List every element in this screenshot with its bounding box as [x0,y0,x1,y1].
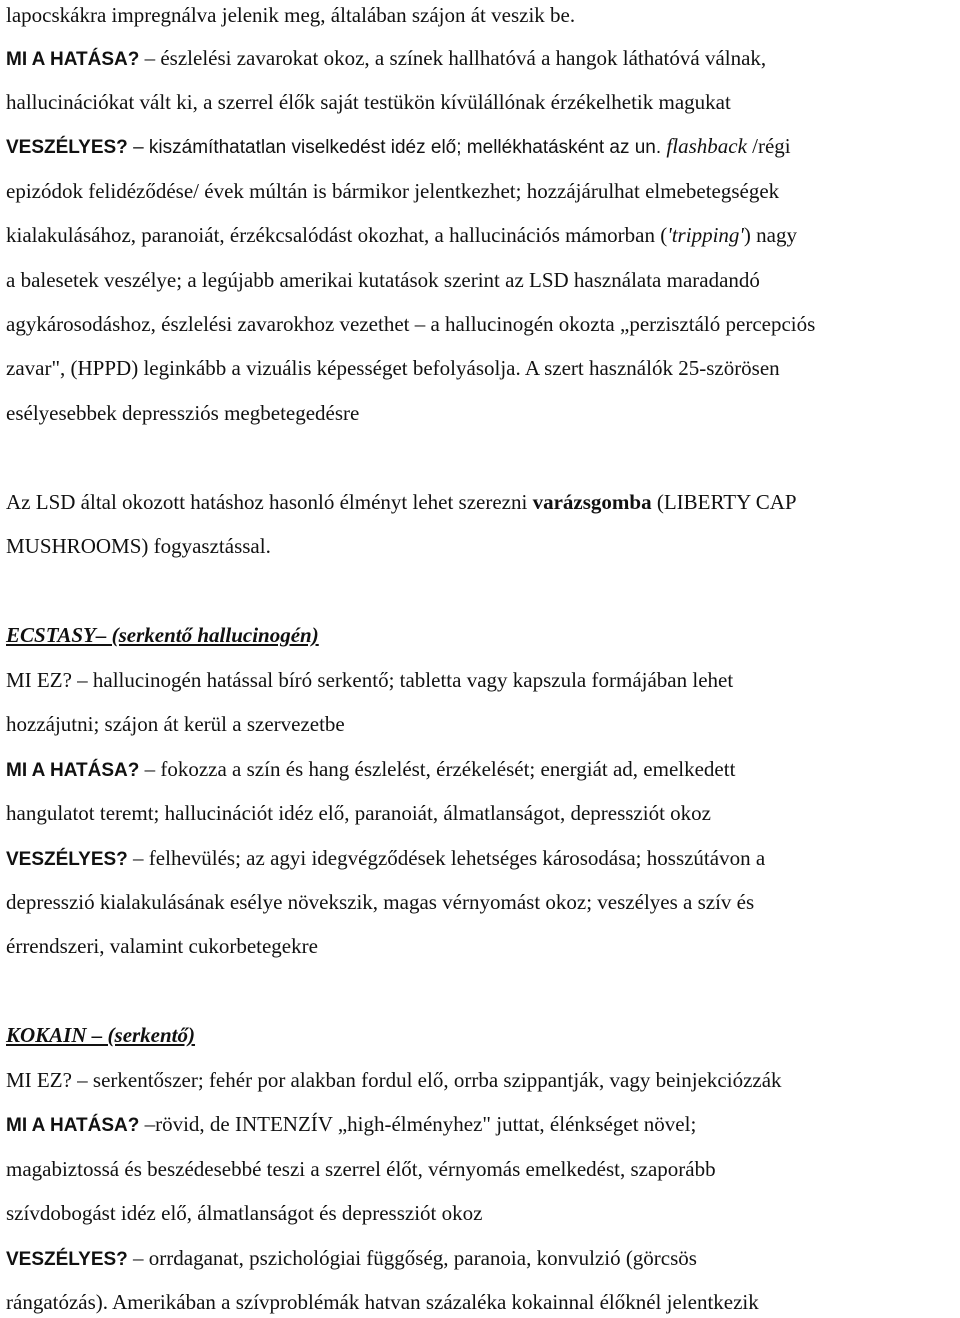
text-line [6,45,960,71]
text-segment: kialakulásához, paranoiát, érzékcsalódást okozhat, a hallucinációs mámorban ( [6,223,668,247]
text-segment: rángatózás). Amerikában a szívproblémák hatvan százaléka kokainnal élőknél jelentkezik [6,1290,759,1314]
text-line [6,489,960,515]
text-segment: hozzájutni; szájon át kerül a szervezetbe [6,712,345,736]
text-segment: lapocskákra impregnálva jelenik meg, általában szájon át veszik be. [6,3,576,27]
text-segment: agykárosodáshoz, észlelési zavarokhoz vezethet – a hallucinogén okozta „perzisztáló percepciós [6,312,816,336]
text-line [6,355,960,381]
text-line [6,1067,960,1093]
text-segment: depresszió kialakulásának esélye növekszik, magas vérnyomást okoz; veszélyes a szív és [6,890,755,914]
text-line [6,800,960,826]
text-segment: /régi [746,134,791,158]
text-line [6,756,960,782]
text-segment: szívdobogást idéz elő, álmatlanságot és depressziót okoz [6,1201,483,1225]
text-segment: hangulatot teremt; hallucinációt idéz elő, paranoiát, álmatlanságot, depressziót okoz [6,801,711,825]
text-line [6,1289,960,1315]
text-line [6,1245,960,1271]
text-line [6,400,960,426]
text-line [6,1111,960,1137]
text-line [6,1156,960,1182]
text-line [6,178,960,204]
heading-text: ECSTASY– (serkentő hallucinogén) [6,623,319,647]
text-line [6,845,960,871]
text-segment: – hallucinogén hatással bíró serkentő; tabletta vagy kapszula formájában lehet [71,668,734,692]
text-segment: (LIBERTY CAP [651,490,797,514]
bold-term: varázsgomba [532,490,652,514]
text-segment: –rövid, de INTENZÍV „high-élményhez" juttat, élénkséget növel; [139,1112,697,1136]
text-segment: – felhevülés; az agyi idegvégződések lehetséges károsodása; hosszútávon a [127,846,766,870]
question-label: MI A HATÁSA? [6,760,140,781]
text-segment: zavar", (HPPD) leginkább a vizuális képességet befolyásolja. A szert használók 25-szörösen [6,356,780,380]
text-line [6,2,960,28]
text-line [6,667,960,693]
text-segment: magabiztossá és beszédesebbé teszi a szerrel élőt, vérnyomás emelkedést, szaporább [6,1157,716,1181]
heading-text: KOKAIN – (serkentő) [6,1023,196,1047]
question-label: MI A HATÁSA? [6,49,140,70]
question-label: VESZÉLYES? [6,849,128,870]
question-label: MI A HATÁSA? [6,1115,140,1136]
text-segment: esélyesebbek depressziós megbetegedésre [6,401,360,425]
text-segment: MUSHROOMS) fogyasztással. [6,534,271,558]
text-segment: – észlelési zavarokat okoz, a színek hallhatóvá a hangok láthatóvá válnak, [139,46,767,70]
text-segment: érrendszeri, valamint cukorbetegekre [6,934,318,958]
text-line [6,267,960,293]
question-label: MI EZ? [6,1068,72,1092]
text-segment: Az LSD által okozott hatáshoz hasonló élményt lehet szerezni [6,490,533,514]
text-line [6,533,960,559]
question-label: MI EZ? [6,668,72,692]
text-segment: – kiszámíthatatlan viselkedést idéz elő; mellékhatásként az un. [127,137,667,158]
text-segment-italic: 'tripping' [667,223,744,247]
text-segment-italic: flashback [666,134,747,158]
question-label: VESZÉLYES? [6,137,128,158]
text-segment: – fokozza a szín és hang észlelést, érzékelését; energiát ad, emelkedett [139,757,736,781]
text-segment: a balesetek veszélye; a legújabb amerikai kutatások szerint az LSD használata maradandó [6,268,760,292]
text-segment: – serkentőszer; fehér por alakban fordul elő, orrba szippantják, vagy beinjekciózzák [71,1068,782,1092]
text-line [6,1200,960,1226]
text-line [6,89,960,115]
question-label: VESZÉLYES? [6,1249,128,1270]
text-segment: – orrdaganat, pszichológiai függőség, paranoia, konvulzió (görcsös [127,1246,697,1270]
text-line [6,933,960,959]
text-line [6,711,960,737]
section-heading-ecstasy [6,622,960,648]
text-segment: ) nagy [743,223,797,247]
text-segment: epizódok felidéződése/ évek múltán is bármikor jelentkezhet; hozzájárulhat elmebetegségek [6,179,780,203]
text-line [6,222,960,248]
text-line [6,889,960,915]
text-line [6,133,960,159]
text-line [6,311,960,337]
section-heading-kokain [6,1022,960,1048]
text-segment: hallucinációkat vált ki, a szerrel élők saját testükön kívülállónak érzékelhetik magukat [6,90,731,114]
